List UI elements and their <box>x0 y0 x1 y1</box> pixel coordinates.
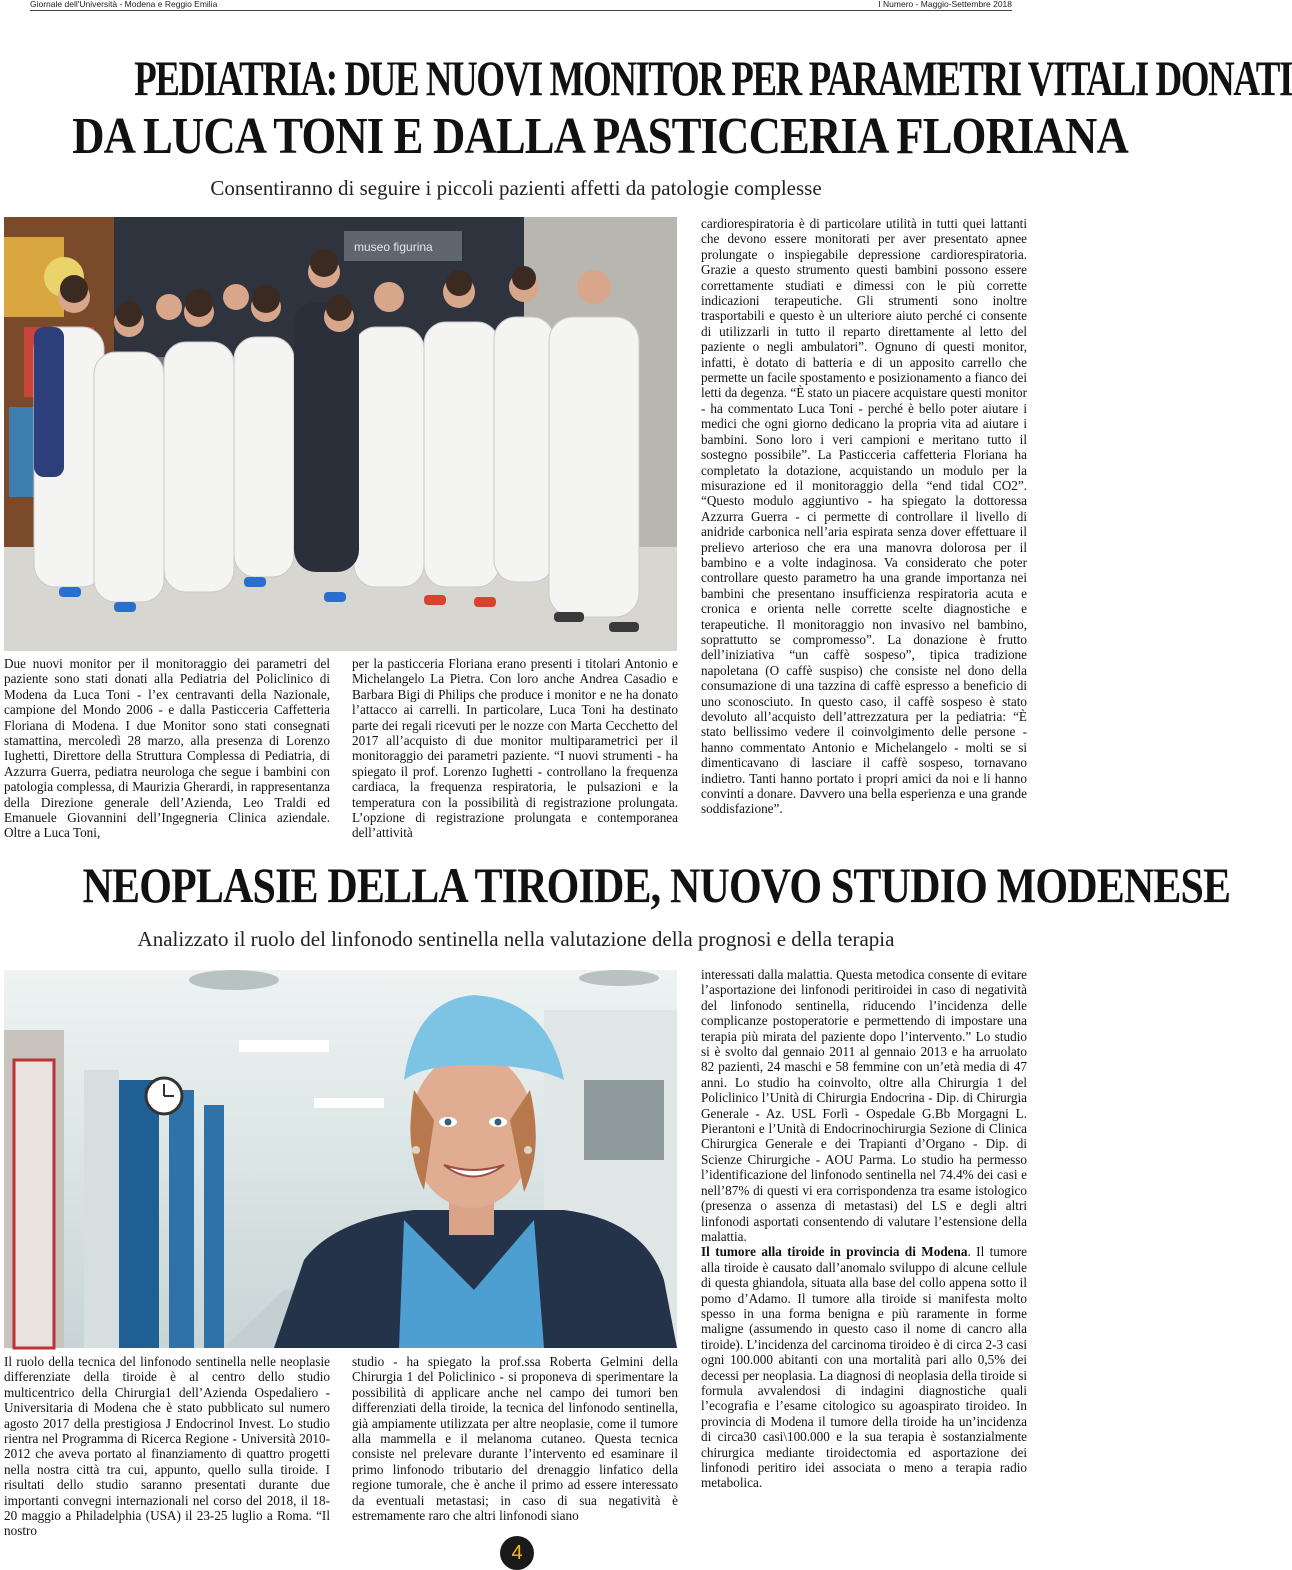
article1-headline-line1: PEDIATRIA: DUE NUOVI MONITOR PER PARAMETRI VITALI DONATI <box>134 50 1292 106</box>
article2-column-3 <box>701 967 1027 1550</box>
page-number: 4 <box>500 1536 534 1570</box>
article2-col2-text: studio - ha spiegato la prof.ssa Roberta Gelmini della Chirurgia 1 del Policlinico - si proponeva di sperimentare la possibilità di applicare anche nel campo dei tumori ben differenziati della tiroide, la tecnica del linfonodo sentinella, già ampiamente utilizzata per altre neoplasie, come il tumore alla mammella e il melanoma cutaneo. Questa tecnica consiste nel prelevare durante l’intervento ed esaminare il primo linfonodo tributario del drenaggio linfatico della regione tumorale, che è anche il primo ad essere interessato da eventuali metastasi; in caso di sua negatività è estremamente raro che altri linfonodi siano <box>352 1354 678 1524</box>
article2-col3-paragraph-2-body: . Il tumore alla tiroide è causato dall’anomalo sviluppo di alcune cellule di questa ghiandola, situata alla base del collo appena sotto il pomo d’Adamo. Il tumore alla tiroide si manifesta molto spesso in una forma benigna e più raramente in forme maligne (assumendo in questo caso il nome di cancro alla tiroide). L’incidenza del carcinoma tiroideo è di circa 2-3 casi ogni 100.000 abitanti con una mortalità pari allo 0,5% dei decessi per neoplasia. La diagnosi di neoplasia della tiroide si formula avvalendosi di indagini diagnostiche quali l’ecografia e l’esame citologico su agoaspirato tiroideo. In provincia di Modena il tumore della tiroide ha un’incidenza di circa30 casi\100.000 e la sua terapia è sostanzialmente chirurgica mediante tiroidectomia ed asportazione dei linfonodi peritiro idei associata o meno a terapia radio metabolica. <box>701 1244 1027 1491</box>
doctor-portrait-photo <box>4 970 677 1348</box>
article1-column-2 <box>352 656 678 846</box>
article2-col1-text: Il ruolo della tecnica del linfonodo sentinella nelle neoplasie differenziate della tiroide è al centro dello studio multicentrico della Chirurgia1 dell’Azienda Ospedaliero - Universitaria di Modena che è stato pubblicato sul numero agosto 2017 della prestigiosa J Endocrinol Invest. Lo studio rientra nel Programma di Ricerca Regione - Università 2010-2012 che aveva portato al finanziamento di quattro progetti nella nostra città tra cui, appunto, quello sulla tiroide. I risultati dello studio saranno presentati durante due importanti convegni internazionali nel corso del 2018, il 18-20 maggio a Philadelphia (USA) il 23-25 luglio a Roma. “Il nostro <box>4 1354 330 1539</box>
article1-column-1 <box>4 656 330 846</box>
doctor-portrait-illustration <box>4 970 677 1348</box>
issue-info: I Numero - Maggio-Settembre 2018 <box>878 0 1012 9</box>
article2-headline: NEOPLASIE DELLA TIROIDE, NUOVO STUDIO MODENESE <box>82 857 1231 913</box>
group-photo-illustration <box>4 217 677 651</box>
article1-column-3 <box>701 216 1027 846</box>
group-photo-pediatrics <box>4 217 677 651</box>
running-header <box>30 0 1012 11</box>
article1-col1-text: Due nuovi monitor per il monitoraggio dei parametri del paziente sono stati donati alla Pediatria del Policlinico di Modena da Luca Toni - l’ex centravanti della Nazionale, campione del Mondo 2006 - e dalla Pasticceria Caffetteria Floriana di Modena. I due Monitor sono stati consegnati stamattina, mercoledì 28 marzo, alla presenza di Lorenzo Iughetti, Direttore della Struttura Complessa di Pediatria, di Azzurra Guerra, pediatra neurologa che segue i bambini con patologia complessa, di Maurizia Gherardi, in rappresentanza della Direzione generale dell’Azienda, Leo Traldi ed Emanuele Giovannini dell’Ingegneria Clinica aziendale. Oltre a Luca Toni, <box>4 656 330 841</box>
article2-col3-paragraph-1: interessati dalla malattia. Questa metodica consente di evitare l’asportazione dei linfonodi peritiroidei in caso di negatività del linfonodo sentinella, riducendo l’incidenza delle complicanze postoperatorie e permettendo di impostare una terapia più mirata del paziente dopo l’intervento.” Lo studio si è svolto dal gennaio 2011 al gennaio 2013 e ha arruolato 82 pazienti, 24 maschi e 58 femmine con un’età media di 47 anni. Lo studio ha coinvolto, oltre alla Chirurgia 1 del Policlinico l’Unità di Chirurgia Endocrina - Dip. di Chirurgia Generale - Az. USL Forlì - Ospedale G.Bb Morgagni L. Pierantoni e l’Unità di Endocrinochirurgia Sezione di Clinica Chirurgica Generale e dei Trapianti d’Organo - Dip. di Scienze Chirurgiche - AOU Parma. Lo studio ha permesso l’identificazione del linfonodo sentinella nel 74.4% dei casi e nell’87% di questi vi era corrispondenza tra esame istologico (presenza o assenza di metastasi) del LS e degli altri linfonodi asportati consentendo di valutare l’estensione della malattia. <box>701 967 1027 1244</box>
article1-col2-text: per la pasticceria Floriana erano presenti i titolari Antonio e Michelangelo La Pietra. Con loro anche Andrea Casadio e Barbara Bigi di Philips che produce i monitor e ne ha donato l’attacco ai carrelli. In particolare, Luca Toni ha destinato parte dei regali ricevuti per le nozze con Marta Cecchetto del 2017 all’acquisto di due monitor multiparametrici per il monitoraggio dei parametri paziente. “I nuovi strumenti - ha spiegato il prof. Lorenzo Iughetti - controllano la frequenza cardiaca, la frequenza respiratoria, le pulsazioni e la temperatura con la possibilità di registrazione prolungata. L’opzione di registrazione prolungata e contemporanea dell’attività <box>352 656 678 841</box>
article2-column-1 <box>4 1354 330 1550</box>
publication-name: Giornale dell'Università - Modena e Reggio Emilia <box>30 0 218 9</box>
article1-headline-line2: DA LUCA TONI E DALLA PASTICCERIA FLORIANA <box>72 108 1128 165</box>
article2-col3-paragraph-2 <box>701 1244 1027 1491</box>
article2-section-lead: Il tumore alla tiroide in provincia di Modena <box>701 1244 968 1260</box>
article1-col3-text: cardiorespiratoria è di particolare utilità in tutti quei lattanti che devono essere monitorati per aver presentato apnee prolungate o inspiegabile depressione cardiorespiratoria. Grazie a questo strumento questi bambini possono essere correttamente studiati e dimessi con le più corrette indicazioni terapeutiche. Gli strumenti sono inoltre trasportabili e questo è un ulteriore aiuto perché ci consente di utilizzarli in tutto il reparto direttamente al letto del paziente o negli ambulatori”. Ognuno di questi monitor, infatti, è dotato di batteria e di un apposito carrello che permette un facile spostamento e posizionamento a fianco dei letti da degenza. “È stato un piacere acquistare questi monitor - ha commentato Luca Toni - perché è bello poter aiutare i medici che ogni giorno dedicano la propria vita ad aiutare i bambini. Sono loro i veri campioni e meritano tutto il sostegno possibile”. La Pasticceria caffetteria Floriana ha completato la dotazione, acquistando un modulo per la misurazione ed il monitoraggio della “end tidal CO2”. “Questo modulo aggiuntivo - ha spiegato la dottoressa Azzurra Guerra - ci permette di controllare il livello di anidride carbonica nell’aria espirata senza dover effettuare il prelievo arterioso che era una manovra dolorosa per il bambino e a volte indaginosa. Va considerato che poter controllare questo parametro ha una grande importanza nei bambini che presentano insufficienza respiratoria acuta e cronica e orienta nelle corrette scelte diagnostiche e terapeutiche. Il monitoraggio non invasivo nel bambino, soprattutto se compromesso”. La donazione è frutto dell’iniziativa “un caffè sospeso”, tipica tradizione napoletana (O caffè suspiso) che consiste nel dono della consumazione di una tazzina di caffè espresso a beneficio di uno sconosciuto. In questo caso, il caffè sospeso è stato devoluto all’acquisto dell’attrezzatura per la pediatria: “È stato bellissimo vedere il coinvolgimento delle persone - hanno commentato Antonio e Michelangelo - molti se si dimenticavano di lasciare il caffè sospeso, tornavano indietro. Tanti hanno portato i propri amici da noi e li hanno convinti a donare. Davvero una bella esperienza e una grande soddisfazione”. <box>701 216 1027 817</box>
article2-subtitle: Analizzato il ruolo del linfonodo sentinella nella valutazione della prognosi e della terapia <box>137 927 895 951</box>
article2-column-2 <box>352 1354 678 1550</box>
article1-subtitle: Consentiranno di seguire i piccoli pazienti affetti da patologie complesse <box>210 176 822 200</box>
museum-sign-text: museo figurina <box>354 240 433 254</box>
